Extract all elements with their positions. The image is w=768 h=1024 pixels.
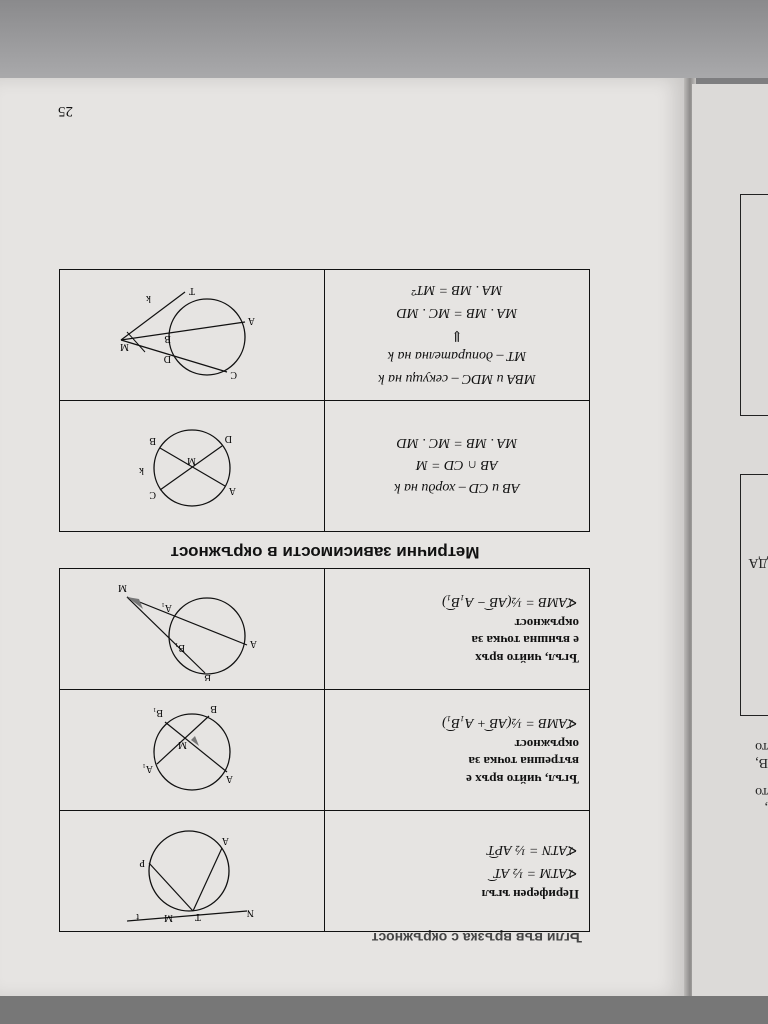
row-title: Периферен ъгъл: [481, 886, 579, 902]
table-cell: [325, 811, 590, 932]
table-cell: [325, 401, 590, 532]
row-line: е външна точка за: [471, 633, 579, 649]
right-page-fragment: ДА: [748, 555, 768, 570]
fig-label: M: [178, 739, 187, 751]
result-formula: MA . MB = MT²: [411, 281, 503, 297]
fig-label: P: [139, 857, 145, 869]
fig-label: M: [118, 582, 127, 594]
right-page: [692, 84, 768, 996]
table-cell: [325, 569, 590, 690]
right-page-fragment: В, то: [755, 739, 768, 770]
result-formula: MA . MB = MC . MD: [396, 304, 518, 320]
interior-angle-figure: [127, 703, 257, 803]
fig-label: N: [246, 907, 254, 919]
fig-label: A: [221, 835, 229, 847]
figure-cell: [60, 811, 325, 932]
condition-line: MBA и MDC – секущи на k: [378, 370, 536, 386]
condition-line: AB ∩ CD = M: [416, 457, 498, 473]
fig-label: A: [228, 485, 236, 497]
fig-label: A₁: [161, 602, 172, 614]
inscribed-section-subtitle: Ъгли във връзка с окръжност: [371, 930, 582, 946]
angles-table: [59, 568, 590, 932]
row-line: вътрешна точка за: [468, 754, 579, 770]
fig-label: T: [194, 911, 201, 923]
fig-label: B₁: [174, 642, 185, 654]
fig-label: D: [163, 353, 171, 365]
fig-label: T: [188, 285, 195, 297]
exterior-angle-figure: [117, 582, 267, 682]
table-row: [60, 690, 590, 811]
fig-label: C: [149, 489, 156, 501]
implies-arrow: ⇓: [450, 327, 464, 344]
metric-table: [59, 269, 590, 532]
result-formula: MA . MB = MC . MD: [396, 434, 518, 450]
fig-label: B₁: [152, 707, 163, 719]
fig-label: B: [210, 703, 217, 715]
page-number: 25: [58, 103, 73, 119]
background-top: [0, 0, 768, 78]
table-cell: [325, 690, 590, 811]
fig-label: t: [136, 911, 139, 923]
fig-label: D: [224, 433, 232, 445]
table-row: [60, 569, 590, 690]
page-content: [58, 103, 590, 946]
fig-label: A: [249, 638, 257, 650]
condition-line: MT – допирателна на k: [387, 348, 527, 364]
fig-label: k: [146, 293, 151, 305]
right-page-table-frame: [740, 194, 768, 416]
fig-label: k: [139, 465, 144, 477]
table-cell: [325, 270, 590, 401]
figure-cell: [60, 569, 325, 690]
formula: ∢AMB = ½(AB͡ − A₁B͡₁): [442, 594, 579, 610]
table-row: [60, 270, 590, 401]
row-line: окръжност: [514, 615, 579, 631]
row-line: Ъгъл, чийто връх: [475, 650, 579, 666]
fig-label: C: [230, 369, 237, 381]
fig-label: M: [120, 341, 129, 353]
row-line: окръжност: [514, 736, 579, 752]
background-bottom: [0, 996, 768, 1024]
fig-label: B: [164, 333, 171, 345]
inscribed-angle-figure: [117, 824, 267, 924]
secants-figure: [117, 283, 267, 393]
row-line: Ъгъл, чийто връх е: [466, 771, 579, 787]
fig-label: M: [187, 455, 196, 467]
formula: ∢ATN = ½ AP͡T: [487, 842, 579, 858]
fig-label: A₁: [142, 763, 153, 775]
fig-label: A: [225, 773, 233, 785]
table-row: [60, 811, 590, 932]
fig-label: B: [149, 435, 156, 447]
fig-label: M: [164, 912, 173, 924]
section-title: Метрични зависимости в окръжност: [170, 543, 480, 562]
fig-label: A: [247, 315, 255, 327]
formula: ∢ATM = ½ AT͡: [493, 865, 579, 881]
condition-line: AB и CD – хорди на k: [394, 480, 520, 496]
fig-label: B: [204, 672, 211, 682]
chords-figure: [132, 419, 252, 519]
table-row: [60, 401, 590, 532]
figure-cell: [60, 270, 325, 401]
right-page-fragment: , то: [755, 784, 768, 815]
figure-cell: [60, 690, 325, 811]
right-page-table-frame: [740, 474, 768, 716]
figure-cell: [60, 401, 325, 532]
formula: ∢AMB = ½(AB͡ + A₁B͡₁): [442, 715, 579, 731]
